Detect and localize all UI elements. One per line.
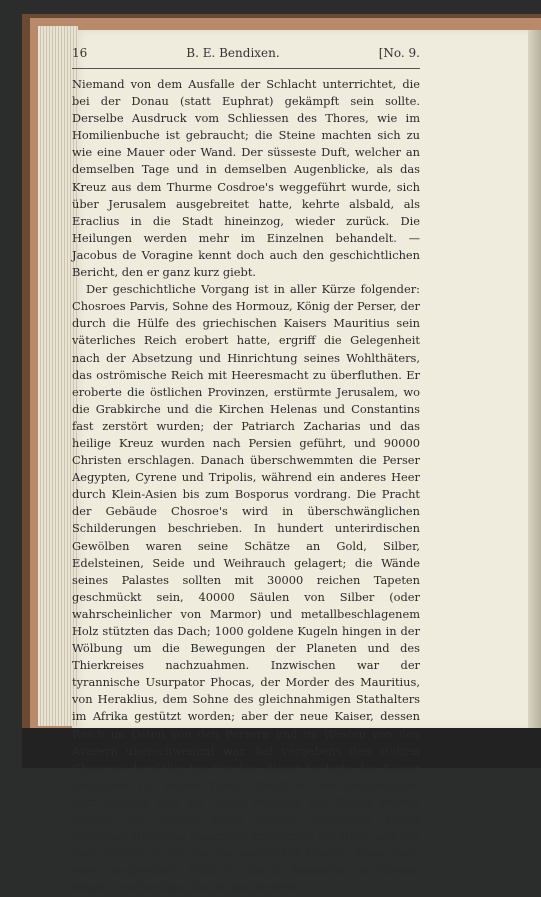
page-right-edge (528, 30, 541, 730)
body-text (72, 76, 420, 897)
header-rule (72, 68, 420, 69)
running-author: B. E. Bendixen. (186, 46, 280, 60)
issue-number: [No. 9. (378, 46, 420, 60)
running-header (72, 46, 420, 68)
page-number: 16 (72, 46, 88, 60)
paragraph: Der geschichtliche Vorgang ist in aller Kürze folgender: Chosroes Parvis, Sohne des Hormouz, König der Perser, der durch die Hülfe des griechischen Kaisers Mauritius sein väterliches Reich erobert hatte, ergriff die Gelegenheit nach der Absetzung und Hinrichtung seines Wohlthäters, das oströmische Reich mit Heeresmacht zu überfluthen. Er eroberte die östlichen Provinzen, erstürmte Jerusalem, wo die Grabkirche und die Kirchen Helenas und Constantins fast zerstört wurden; der Patriarch Zacharias und das heilige Kreuz wurden nach Persien geführt, und 90000 Christen erschlagen. Danach überschwemmten die Perser Aegypten, Cyrene und Tripolis, während ein anderes Heer durch Klein-Asien bis zum Bosporus vordrang. Die Pracht der Gebäude Chosroe's wird in überschwänglichen Schilderungen beschrieben. In hundert unterirdischen Gewölben waren seine Schätze an Gold, Silber, Edelsteinen, Seide und Weihrauch gelagert; die Wände seines Palastes sollten mit 30000 reichen Tapeten geschmückt sein, 40000 Säulen von Silber (oder wahrscheinlicher von Marmor) und metallbeschlagenem Holz stützten das Dach; 1000 goldene Kugeln hingen in der Wölbung um die Bewegungen der Planeten und des Thierkreises nachzuahmen. Inzwischen war der tyrannische Usurpator Phocas, der Morder des Mauritius, von Heraklius, dem Sohne des gleichnahmigen Stathalters im Afrika gestützt worden; aber der neue Kaiser, dessen Reich im Osten von den Persern und im Westen von den Avarern überschwemmt war, bat vergebens den stolzen Chosroes demüthig um Frieden; dieser forderte den Kaiser gebunden vor seinen Thron, damit er den gekreuzigten Gott aufgebe und die Sonne verehre; der Kaiser musste zuletzt dem Perser einen grossen jährlichen Tribut bezahlen. Heraclius sammelte inzwischen ein Heer, und zog nach Cilicien im Rücken des persischen Heeres, drang nach einer siegreichen Schlacht durch Armenien in Medien hinein; erschrocken durch das Vordrän- (72, 282, 420, 895)
paragraph: Niemand von dem Ausfalle der Schlacht unterrichtet, die bei der Donau (statt Euphrat) gekämpft sein sollte. Derselbe Ausdruck vom Schliessen des Thores, wie im Homilienbuche ist gebraucht; die Steine machten sich zu wie eine Mauer oder Wand. Der süsseste Duft, welcher an demselben Tage und in demselben Augenblicke, als das Kreuz aus dem Thurme Cosdroe's weggeführt wurde, sich über Jerusalem ausgebreitet hatte, kehrte alsbald, als Eraclius in die Stadt hineinzog, wieder zurück. Die Heilungen werden mehr im Einzelnen behandelt. — Jacobus de Voragine kennt doch auch den geschichtlichen Bericht, den er ganz kurz giebt. (72, 77, 420, 280)
